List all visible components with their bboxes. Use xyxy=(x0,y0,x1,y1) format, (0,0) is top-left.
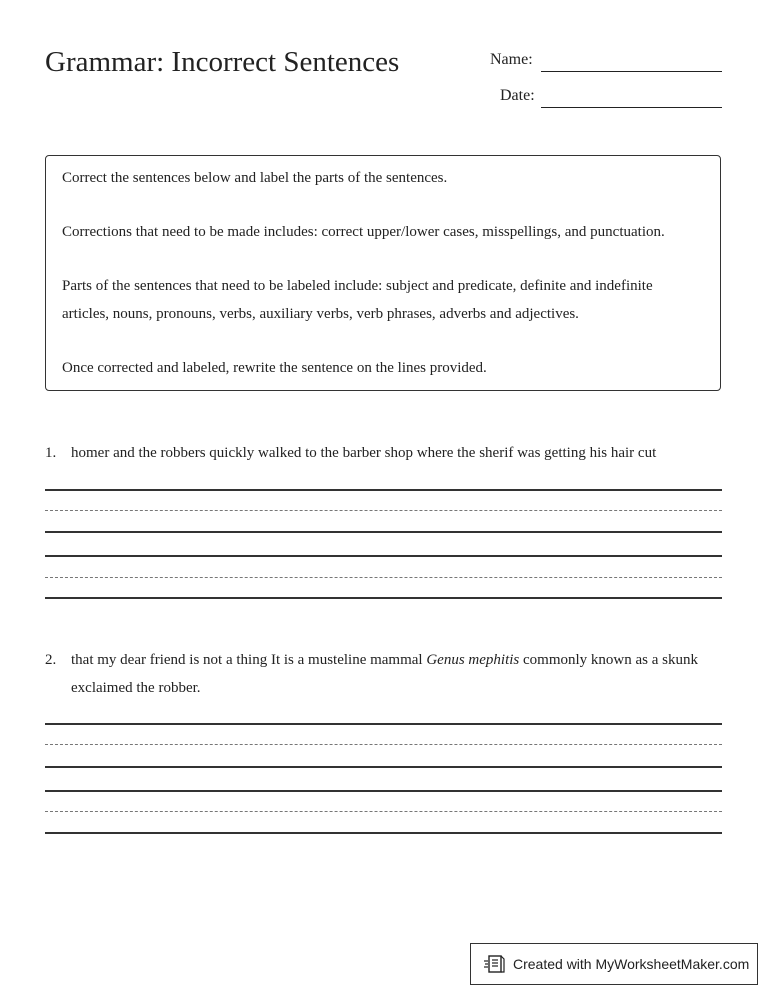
question-text-part: commonly known as a skunk xyxy=(519,652,698,668)
answer-line-guide xyxy=(45,744,722,745)
name-label: Name: xyxy=(490,51,533,68)
answer-line-solid[interactable] xyxy=(45,766,722,768)
page-title: Grammar: Incorrect Sentences xyxy=(45,46,400,78)
instructions-box xyxy=(45,155,721,391)
date-field-line[interactable] xyxy=(541,107,722,108)
answer-line-solid[interactable] xyxy=(45,555,722,557)
answer-line-solid[interactable] xyxy=(45,790,722,792)
credit-badge[interactable] xyxy=(470,943,758,985)
instruction-line: Corrections that need to be made includes: correct upper/lower cases, misspellings, and punctuation. xyxy=(62,224,665,240)
worksheet-maker-logo-icon xyxy=(483,953,505,975)
answer-line-guide xyxy=(45,510,722,511)
instruction-line: Parts of the sentences that need to be labeled include: subject and predicate, definite and indefinite xyxy=(62,278,653,294)
question-text xyxy=(71,652,698,669)
answer-line-solid[interactable] xyxy=(45,723,722,725)
instruction-line: Correct the sentences below and label the parts of the sentences. xyxy=(62,170,448,186)
answer-line-guide xyxy=(45,811,722,812)
answer-line-guide xyxy=(45,577,722,578)
question-text: homer and the robbers quickly walked to the barber shop where the sherif was getting his hair cut xyxy=(71,445,657,461)
answer-line-solid[interactable] xyxy=(45,832,722,834)
credit-text: Created with MyWorksheetMaker.com xyxy=(513,956,750,972)
answer-line-solid[interactable] xyxy=(45,597,722,599)
name-field-line[interactable] xyxy=(541,71,722,72)
answer-line-solid[interactable] xyxy=(45,489,722,491)
question-text-continued: exclaimed the robber. xyxy=(71,680,201,696)
question-text-italic: Genus mephitis xyxy=(426,652,520,668)
instruction-line: articles, nouns, pronouns, verbs, auxiliary verbs, verb phrases, adverbs and adjectives. xyxy=(62,306,579,322)
question-number: 1. xyxy=(45,445,57,461)
question-text-part: that my dear friend is not a thing It is a musteline mammal xyxy=(71,652,427,668)
question-number: 2. xyxy=(45,652,57,668)
answer-line-solid[interactable] xyxy=(45,531,722,533)
instruction-line: Once corrected and labeled, rewrite the sentence on the lines provided. xyxy=(62,360,487,376)
date-label: Date: xyxy=(500,87,535,104)
